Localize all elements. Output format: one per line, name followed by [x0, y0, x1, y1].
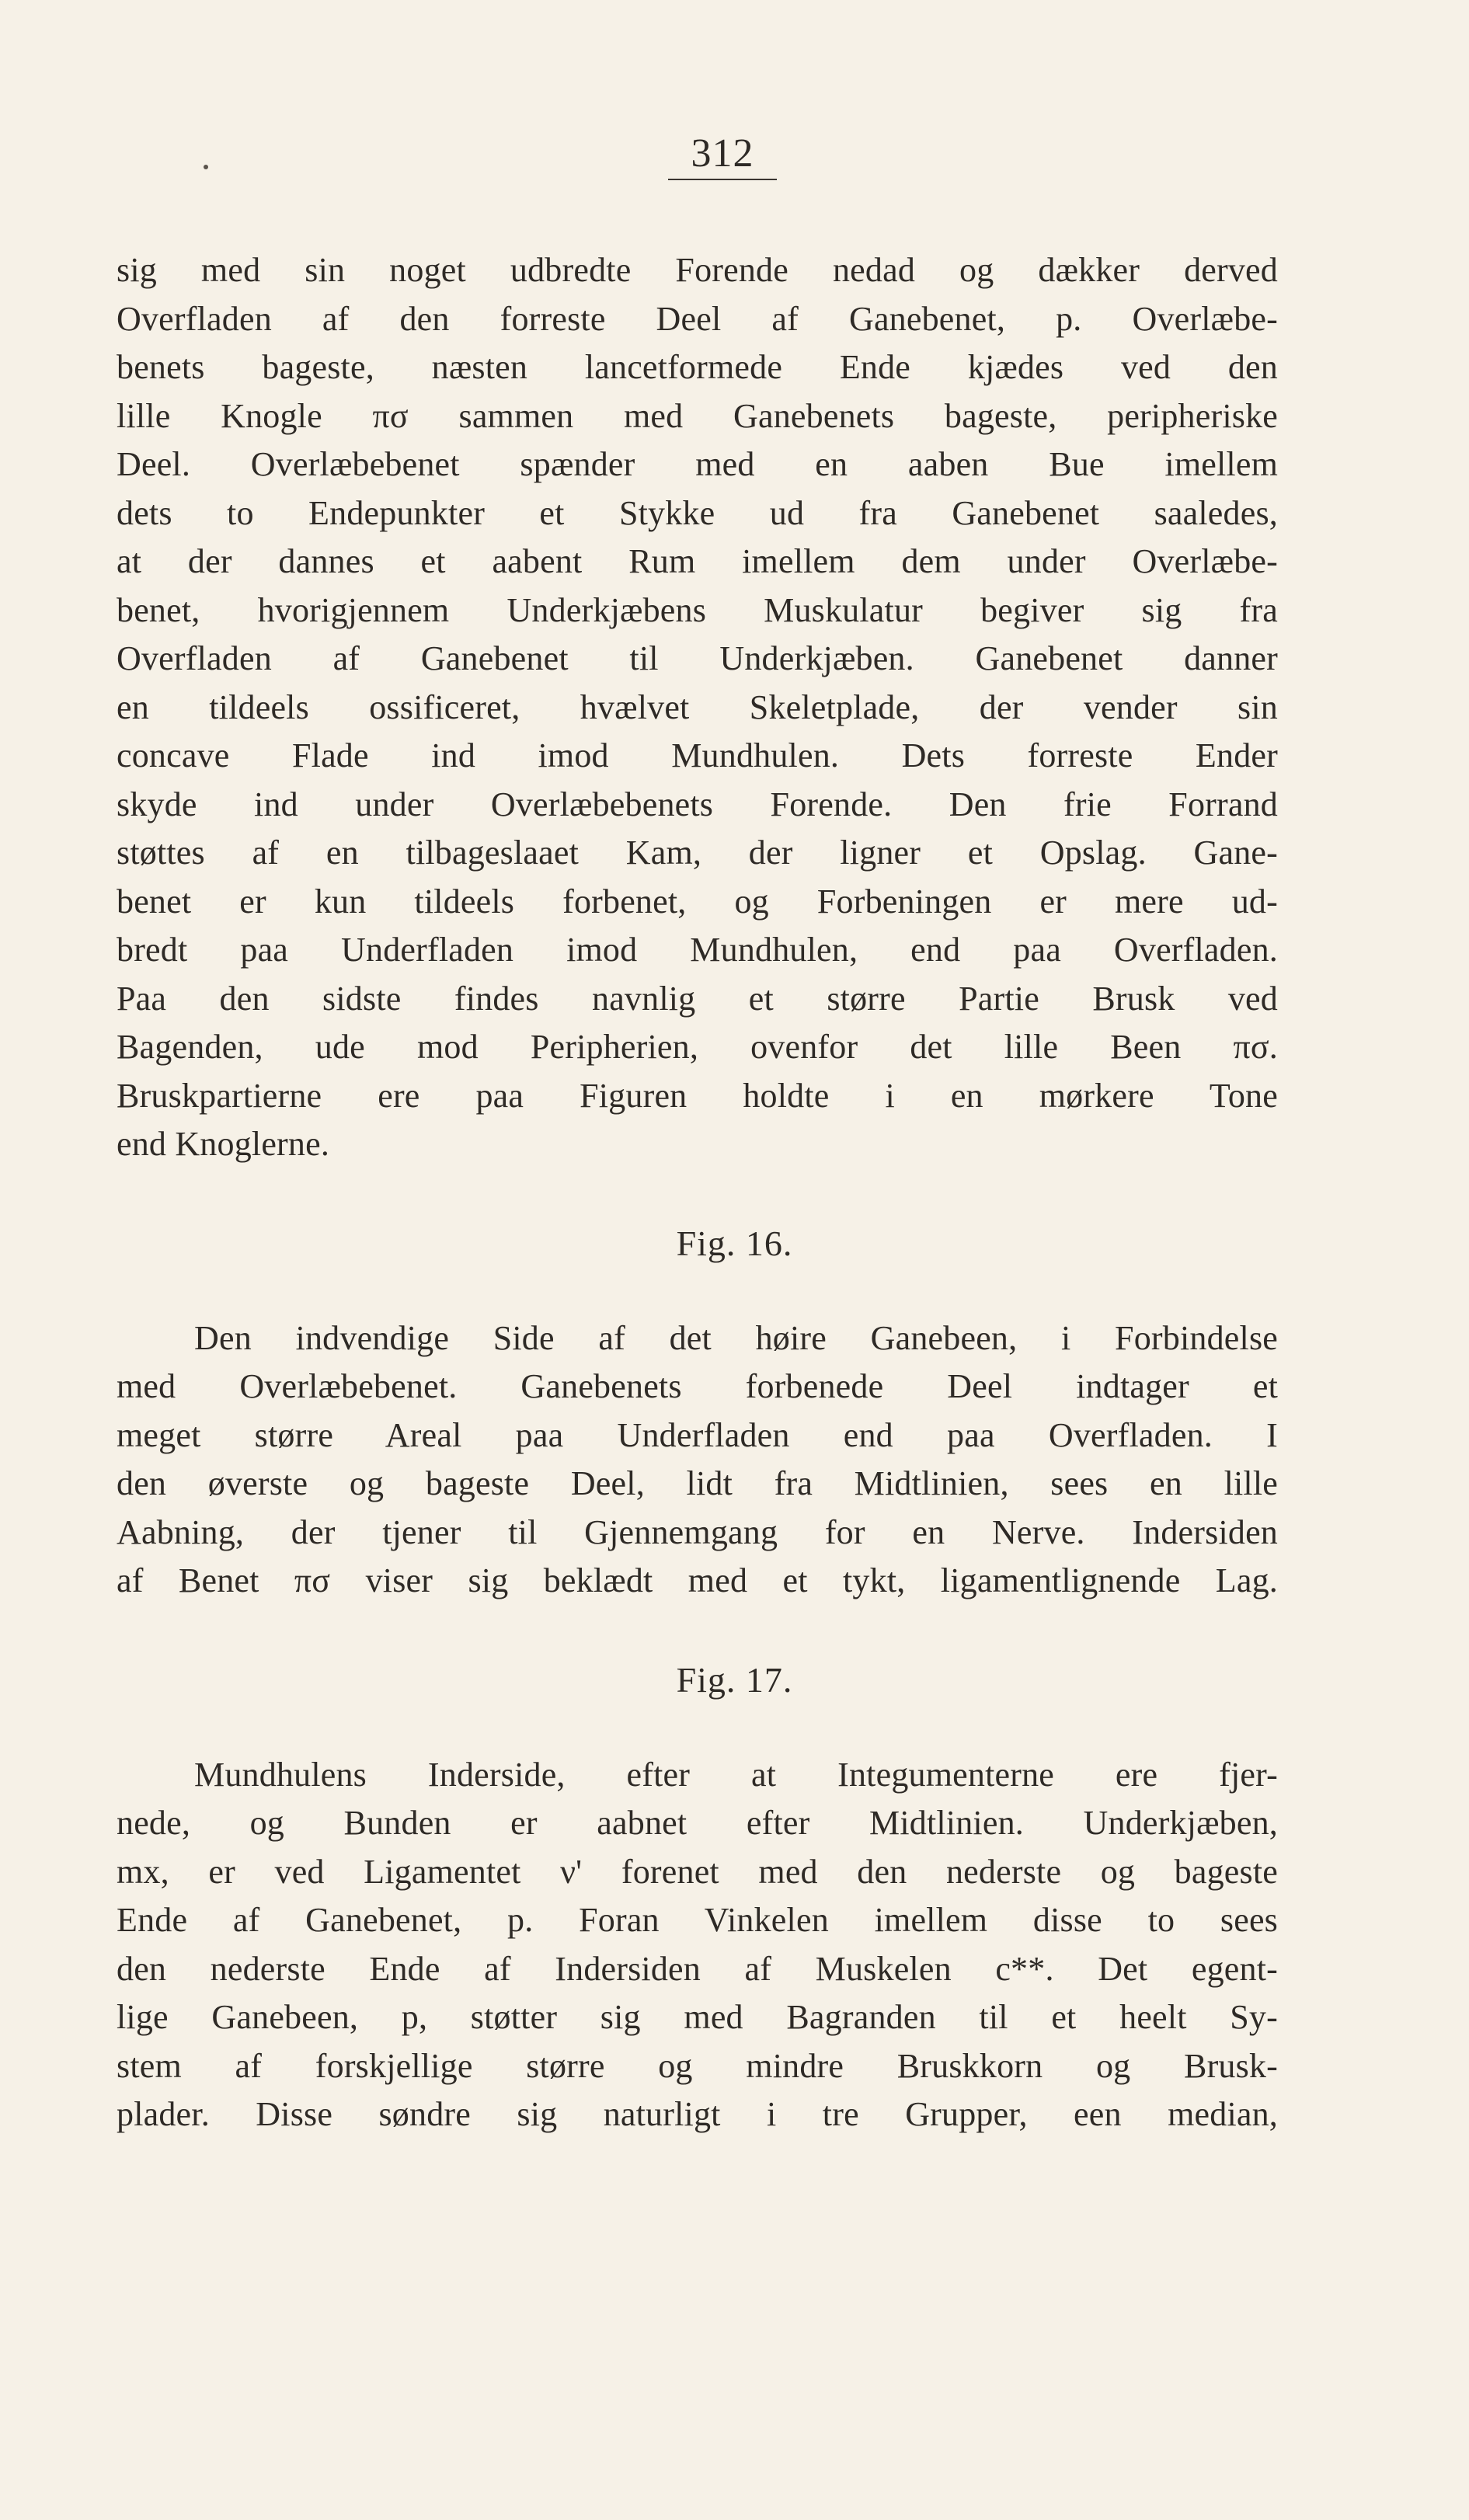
text-line: den øverste og bageste Deel, lidt fra Midtlinien, sees en lille: [117, 1464, 1278, 1502]
text-line: mx, er ved Ligamentet ν' forenet med den nederste og bageste: [117, 1853, 1278, 1891]
text-line: lille Knogle πσ sammen med Ganebenets bageste, peripheriske: [117, 397, 1278, 435]
text-line: plader. Disse søndre sig naturligt i tre Grupper, een median,: [117, 2095, 1278, 2133]
text-line: at der dannes et aabent Rum imellem dem under Overlæbe-: [117, 542, 1278, 580]
text-line: end Knoglerne.: [117, 1125, 330, 1163]
text-line: Mundhulens Inderside, efter at Integumenterne ere fjer-: [194, 1756, 1278, 1794]
text-line: Aabning, der tjener til Gjennemgang for en Nerve. Indersiden: [117, 1513, 1278, 1551]
figure-heading-17: Fig. 17.: [676, 1660, 793, 1700]
text-line: lige Ganebeen, p, støtter sig med Bagranden til et heelt Sy-: [117, 1998, 1278, 2036]
figure-heading-16: Fig. 16.: [676, 1223, 793, 1263]
text-line: nede, og Bunden er aabnet efter Midtlinien. Underkjæben,: [117, 1804, 1278, 1842]
text-line: den nederste Ende af Indersiden af Muskelen c**. Det egent-: [117, 1950, 1278, 1988]
text-line: benet er kun tildeels forbenet, og Forbeningen er mere ud-: [117, 882, 1278, 921]
text-line: Den indvendige Side af det høire Ganebeen, i Forbindelse: [194, 1319, 1278, 1357]
text-line: sig med sin noget udbredte Forende nedad og dækker derved: [117, 251, 1278, 289]
text-line: benet, hvorigjennem Underkjæbens Muskulatur begiver sig fra: [117, 591, 1278, 629]
text-line: Overfladen af Ganebenet til Underkjæben. Ganebenet danner: [117, 639, 1278, 677]
ink-speck: [204, 165, 208, 169]
text-line: bredt paa Underfladen imod Mundhulen, end paa Overfladen.: [117, 931, 1278, 969]
text-line: meget større Areal paa Underfladen end paa Overfladen. I: [117, 1416, 1278, 1454]
text-line: med Overlæbebenet. Ganebenets forbenede Deel indtager et: [117, 1367, 1278, 1405]
text-line: støttes af en tilbageslaaet Kam, der ligner et Opslag. Gane-: [117, 834, 1278, 872]
text-line: Bruskpartierne ere paa Figuren holdte i en mørkere Tone: [117, 1077, 1278, 1115]
text-line: Deel. Overlæbebenet spænder med en aaben Bue imellem: [117, 445, 1278, 483]
text-line: dets to Endepunkter et Stykke ud fra Ganebenet saaledes,: [117, 494, 1278, 532]
page-header: [668, 131, 777, 180]
text-line: en tildeels ossificeret, hvælvet Skeletplade, der vender sin: [117, 688, 1278, 726]
text-line: benets bageste, næsten lancetformede Ende kjædes ved den: [117, 348, 1278, 386]
text-line: Ende af Ganebenet, p. Foran Vinkelen imellem disse to sees: [117, 1901, 1278, 1939]
text-line: Overfladen af den forreste Deel af Ganebenet, p. Overlæbe-: [117, 300, 1278, 338]
text-line: skyde ind under Overlæbebenets Forende. Den frie Forrand: [117, 785, 1278, 823]
text-line: Paa den sidste findes navnlig et større Partie Brusk ved: [117, 980, 1278, 1018]
text-line: af Benet πσ viser sig beklædt med et tykt, ligamentlignende Lag.: [117, 1561, 1278, 1599]
text-line: Bagenden, ude mod Peripherien, ovenfor det lille Been πσ.: [117, 1028, 1278, 1066]
text-line: stem af forskjellige større og mindre Bruskkorn og Brusk-: [117, 2047, 1278, 2085]
page-number: 312: [668, 134, 777, 180]
text-line: concave Flade ind imod Mundhulen. Dets forreste Ender: [117, 736, 1278, 774]
